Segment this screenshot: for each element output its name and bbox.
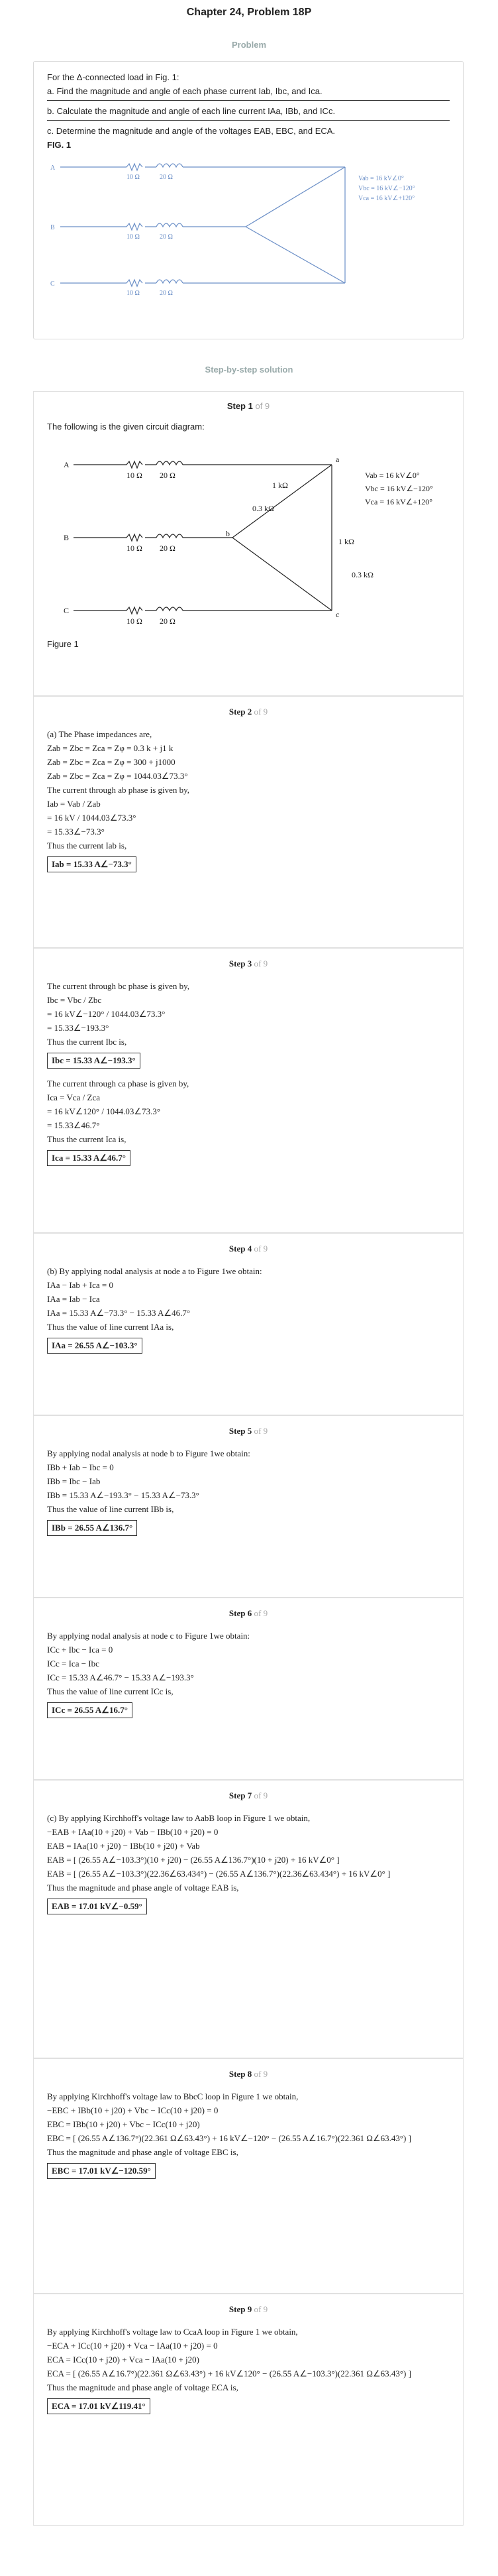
answer-box: Ica = 15.33 A∠46.7° [47,1150,130,1166]
svg-text:1 kΩ: 1 kΩ [338,537,354,546]
question-b: b. Calculate the magnitude and angle of each line current IAa, IBb, and ICc. [47,106,450,121]
answer-box: IBb = 26.55 A∠136.7° [47,1520,137,1536]
svg-text:20 Ω: 20 Ω [160,174,173,181]
answer-box: Ibc = 15.33 A∠−193.3° [47,1053,140,1069]
node-c: c [336,610,340,619]
step-6: Step 6 of 9 By applying nodal analysis at node c to Figure 1we obtain: ICc + Ibc − Ica = 0 ICc = Ica − Ibc ICc = 15.33 A∠46.7° − 15.33 A∠−193.3° Thus the value of line current ICc is, ICc = 26.55 A∠16.7° [33,1598,464,1780]
answer-box: EAB = 17.01 kV∠−0.59° [47,1899,147,1914]
answer-box: EBC = 17.01 kV∠−120.59° [47,2163,156,2179]
node-A: A [64,460,70,469]
svg-text:Vca = 16 kV∠+120°: Vca = 16 kV∠+120° [358,195,415,202]
svg-text:1 kΩ: 1 kΩ [272,481,288,490]
svg-text:20 Ω: 20 Ω [160,544,175,553]
figure-label: FIG. 1 [47,140,72,150]
node-C: C [50,280,55,288]
svg-text:20 Ω: 20 Ω [160,616,175,626]
svg-text:10 Ω: 10 Ω [126,544,142,553]
step-2: Step 2 of 9 (a) The Phase impedances are, Zab = Zbc = Zca = Zφ = 0.3 k + j1 k Zab = Zbc = Zca = Zφ = 300 + j1000 Zab = Zbc = Zca = Zφ = 1044.03∠73.3° The current through ab phase is given by, Iab = Vab / Zab = 16 kV / 1044.03∠73.3° = 15.33∠−73.3° Thus the current Iab is, Iab = 15.33 A∠−73.3° [33,696,464,948]
svg-text:0.3 kΩ: 0.3 kΩ [352,570,374,579]
node-A: A [50,164,56,172]
answer-box: ECA = 17.01 kV∠119.41° [47,2398,150,2414]
question-c: c. Determine the magnitude and angle of the voltages EAB, EBC, and ECA. [47,126,336,136]
step-7: Step 7 of 9 (c) By applying Kirchhoff's voltage law to AabB loop in Figure 1 we obtain, −EAB + IAa(10 + j20) + Vab − IBb(10 + j20) = 0 EAB = IAa(10 + j20) − IBb(10 + j20) + Vab EAB = [ (26.55 A∠−103.3°)(10 + j20) − (26.55 A∠136.7°)(10 + j20) + 16 kV∠0° ] EAB = [ (26.55 A∠−103.3°)(22.36∠63.434°) − (26.55 A∠136.7°)(22.36∠63.434°) + 16 kV∠0° ] Thus the magnitude and phase angle of voltage EAB is, EAB = 17.01 kV∠−0.59° [33,1780,464,2058]
step-4: Step 4 of 9 (b) By applying nodal analysis at node a to Figure 1we obtain: IAa − Iab + Ica = 0 IAa = Iab − Ica IAa = 15.33 A∠−73.3° − 15.33 A∠46.7° Thus the value of line current IAa is, IAa = 26.55 A∠−103.3° [33,1233,464,1415]
step-9: Step 9 of 9 By applying Kirchhoff's voltage law to CcaA loop in Figure 1 we obtain, −ECA + ICc(10 + j20) + Vca − IAa(10 + j20) = 0 ECA = ICc(10 + j20) + Vca − IAa(10 + j20) ECA = [ (26.55 A∠16.7°)(22.361 Ω∠63.43°) + 16 kV∠120° − (26.55 A∠−103.3°)(22.361 Ω∠63.43°) ] Thus the magnitude and phase angle of voltage ECA is, ECA = 17.01 kV∠119.41° [33,2294,464,2526]
node-C: C [64,606,70,615]
svg-text:20 Ω: 20 Ω [160,233,173,241]
svg-text:Vbc = 16 kV∠−120°: Vbc = 16 kV∠−120° [365,484,433,493]
step-text: The following is the given circuit diagram: [47,422,205,432]
node-B: B [64,533,70,542]
solution-label: Step-by-step solution [205,365,293,375]
page-title: Chapter 24, Problem 18P [186,7,312,18]
step-3: Step 3 of 9 The current through bc phase is given by, Ibc = Vbc / Zbc = 16 kV∠−120° / 1044.03∠73.3° = 15.33∠−193.3° Thus the current Ibc is, Ibc = 15.33 A∠−193.3° The current through ca phase is given by, Ica = Vca / Zca = 16 kV∠120° / 1044.03∠73.3° = 15.33∠46.7° Thus the current Ica is, Ica = 15.33 A∠46.7° [33,948,464,1233]
question-a: a. Find the magnitude and angle of each phase current Iab, Ibc, and Ica. [47,86,450,101]
svg-text:Vca = 16 kV∠+120°: Vca = 16 kV∠+120° [365,497,433,506]
step-8: Step 8 of 9 By applying Kirchhoff's voltage law to BbcC loop in Figure 1 we obtain, −EBC + IBb(10 + j20) + Vbc − ICc(10 + j20) = 0 EBC = IBb(10 + j20) + Vbc − ICc(10 + j20) EBC = [ (26.55 A∠136.7°)(22.361 Ω∠63.43°) + 16 kV∠−120° − (26.55 A∠16.7°)(22.361 Ω∠63.43°) ] Thus the magnitude and phase angle of voltage EBC is, EBC = 17.01 kV∠−120.59° [33,2058,464,2294]
problem-label: Problem [231,40,266,50]
problem-intro: For the Δ-connected load in Fig. 1: [47,72,179,82]
figure-caption: Figure 1 [47,639,79,649]
answer-box: ICc = 26.55 A∠16.7° [47,1702,132,1718]
svg-text:10 Ω: 10 Ω [126,233,140,241]
step-5: Step 5 of 9 By applying nodal analysis at node b to Figure 1we obtain: IBb + Iab − Ibc = 0 IBb = Ibc − Iab IBb = 15.33 A∠−193.3° − 15.33 A∠−73.3° Thus the value of line current IBb is, IBb = 26.55 A∠136.7° [33,1415,464,1598]
problem-circuit [47,154,418,306]
answer-box: IAa = 26.55 A∠−103.3° [47,1338,142,1354]
node-B: B [50,224,55,231]
svg-text:20 Ω: 20 Ω [160,471,175,480]
node-b: b [226,529,230,538]
solution-circuit [47,438,444,637]
svg-text:Vab = 16 kV∠0°: Vab = 16 kV∠0° [365,471,420,480]
step-1: Step 1 of 9 The following is the given circuit diagram: A B C b a c 10 Ω 20 Ω 10 Ω 20 Ω 10 Ω 20 Ω 1 kΩ 0.3 kΩ 1 kΩ 0.3 kΩ Vab = 16 kV∠0° Vbc = 16 kV∠−120° Vca = 16 kV∠+120° Figure 1 [33,391,464,696]
svg-text:Vbc = 16 kV∠−120°: Vbc = 16 kV∠−120° [358,185,415,192]
problem-card [33,61,464,339]
svg-text:10 Ω: 10 Ω [126,290,140,297]
svg-text:10 Ω: 10 Ω [126,471,142,480]
svg-text:Vab = 16 kV∠0°: Vab = 16 kV∠0° [358,175,404,182]
answer-box: Iab = 15.33 A∠−73.3° [47,856,136,872]
svg-text:10 Ω: 10 Ω [126,174,140,181]
svg-text:10 Ω: 10 Ω [126,616,142,626]
svg-text:0.3 kΩ: 0.3 kΩ [252,504,274,513]
svg-text:20 Ω: 20 Ω [160,290,173,297]
node-a: a [336,455,340,464]
